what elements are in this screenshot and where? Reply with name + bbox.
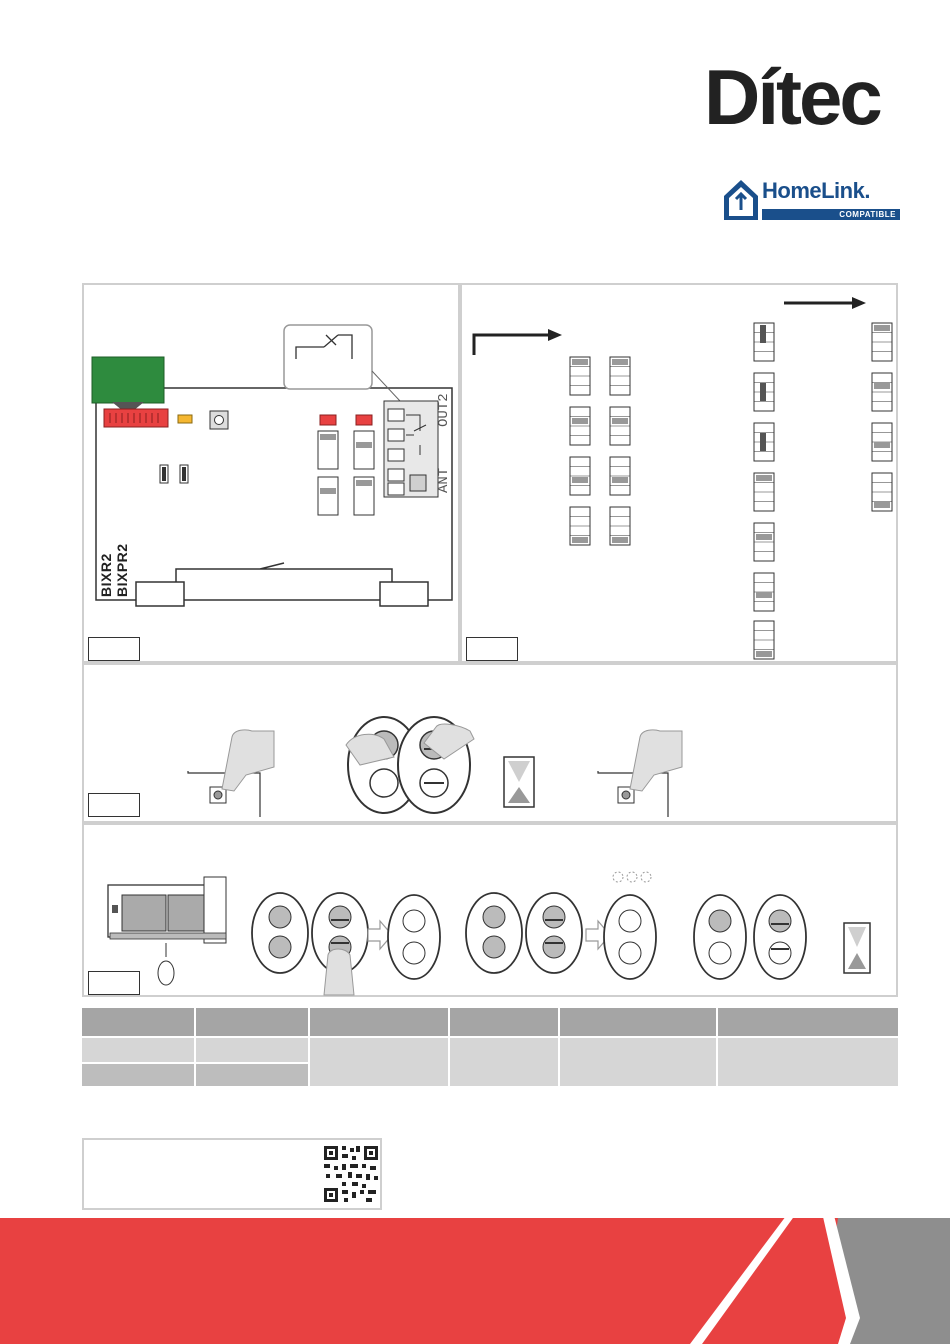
step-label-2: [466, 637, 518, 661]
table-cell: [196, 1064, 308, 1086]
out2-label: OUT2: [436, 393, 452, 427]
homelink-badge: [722, 176, 902, 222]
board-diagram: [84, 285, 462, 665]
table-cell: [450, 1038, 558, 1086]
panel-homelink-training: [82, 823, 898, 997]
logo-text: Dítec: [704, 53, 880, 141]
qr-code-icon: [322, 1144, 380, 1204]
table-header-cell: [310, 1008, 448, 1036]
pairing-diagram: [84, 665, 900, 825]
homelink-compatible: COMPATIBLE: [762, 209, 900, 220]
qr-box: [82, 1138, 382, 1210]
table-cell: [310, 1038, 448, 1086]
table-header-cell: [196, 1008, 308, 1036]
panel-dip-settings: [460, 283, 898, 663]
model-label-bixpr2: BIXPR2: [114, 543, 130, 597]
homelink-name: HomeLink.: [762, 178, 870, 203]
table-cell: [196, 1038, 308, 1062]
dip-settings-diagram: [462, 285, 900, 665]
panel-board: [82, 283, 460, 663]
homelink-house-icon: [722, 176, 760, 222]
table-header-cell: [82, 1008, 194, 1036]
step-label-3: [88, 793, 140, 817]
training-diagram: [84, 825, 900, 999]
model-label-bixr2: BIXR2: [98, 553, 114, 597]
table-cell: [82, 1064, 194, 1086]
step-label-1: [88, 637, 140, 661]
table-cell: [560, 1038, 716, 1086]
table-header-cell: [718, 1008, 898, 1036]
step-label-4: [88, 971, 140, 995]
table-header-cell: [450, 1008, 558, 1036]
ant-label: ANT: [436, 467, 452, 493]
compatibility-table: [82, 1008, 898, 1088]
footer-band: [0, 1218, 950, 1344]
panel-pairing: [82, 663, 898, 823]
table-cell: [82, 1038, 194, 1062]
ditec-logo: [704, 53, 904, 141]
table-cell: [718, 1038, 898, 1086]
table-header-cell: [560, 1008, 716, 1036]
